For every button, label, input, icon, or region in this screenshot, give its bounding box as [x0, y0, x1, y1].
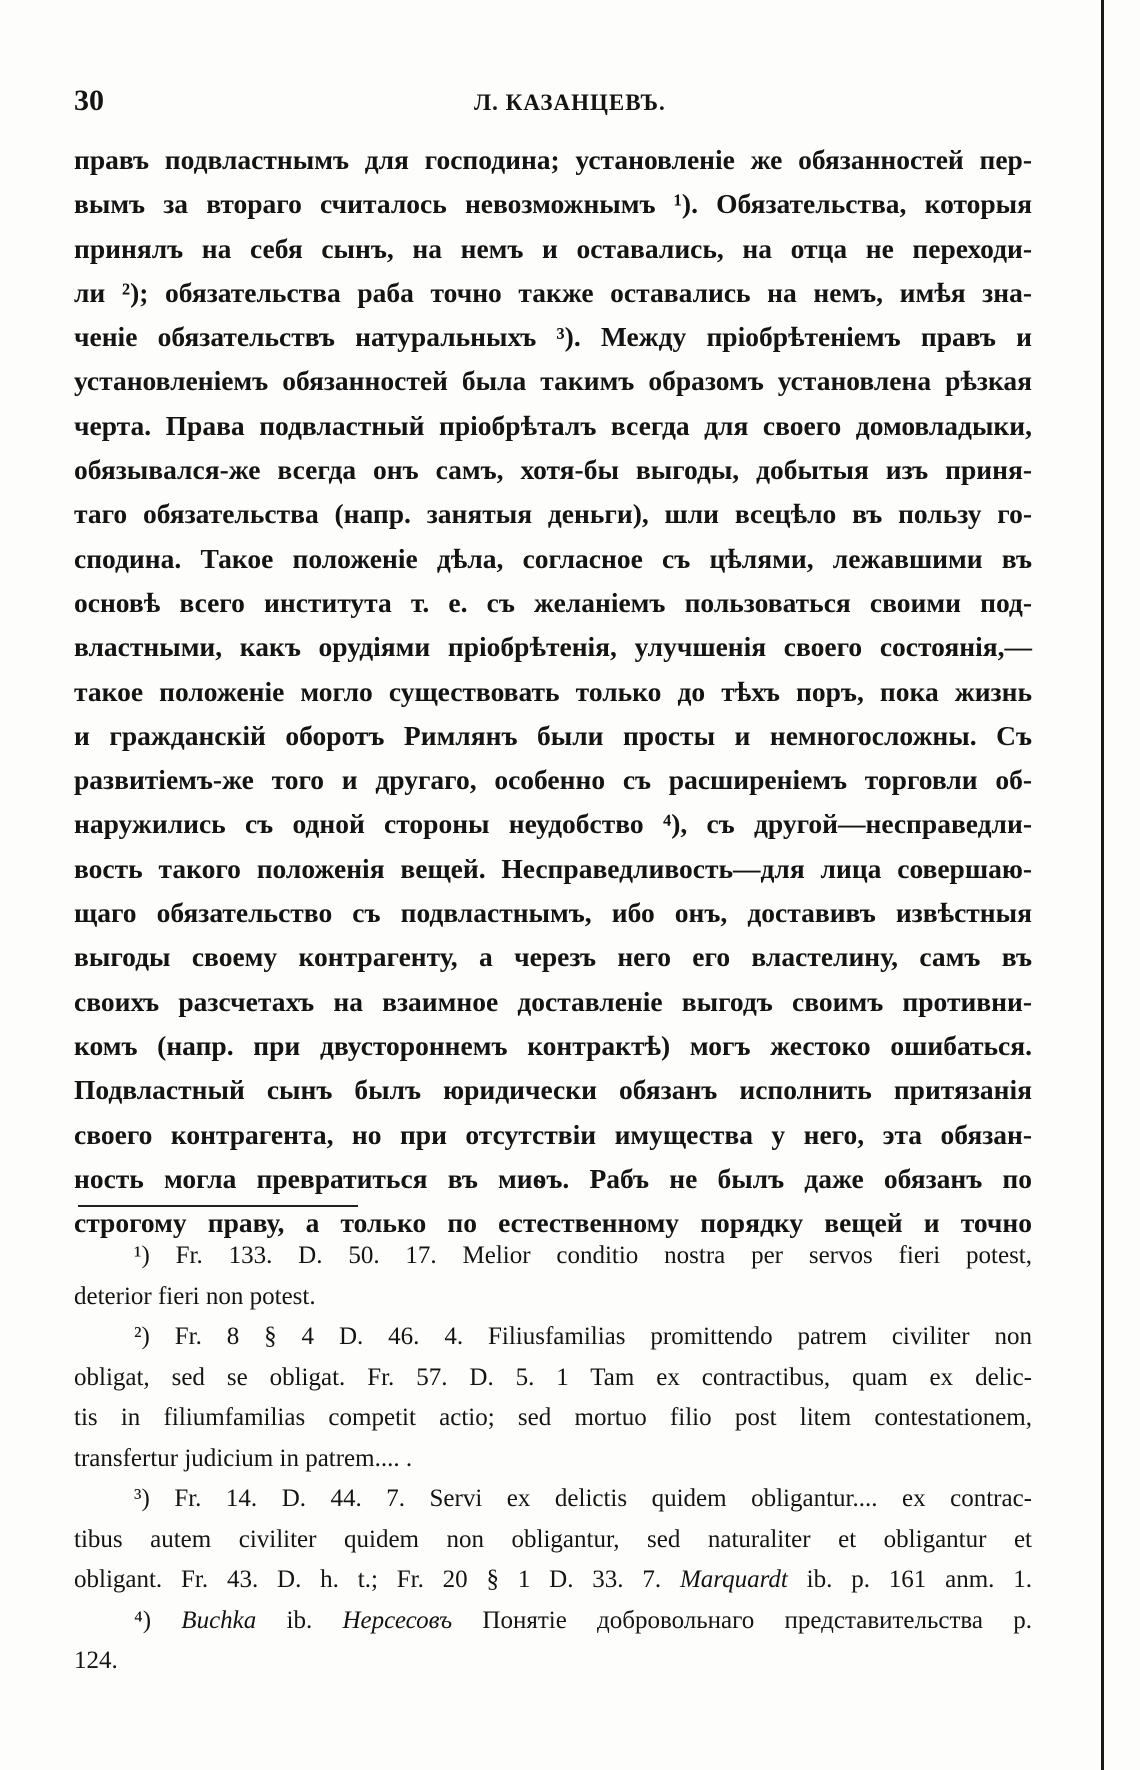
footnote-line: ¹) Fr. 133. D. 50. 17. Melior conditio nostra per servos fieri potest, [134, 1242, 1032, 1269]
footnote-3 [74, 1479, 1032, 1601]
footnote-text: ib. p. 161 anm. 1. [787, 1566, 1032, 1593]
body-line: вымъ за втораго считалось невозможнымъ ¹). Обязательства, которыя [74, 188, 1032, 220]
body-line: ли ²); обязательства раба точно также оставались на немъ, имѣя зна- [74, 276, 1032, 308]
footnote-line: transfertur judicium in patrem.... . [74, 1444, 413, 1472]
footnote-line [74, 1601, 1032, 1642]
body-line: щаго обязательство съ подвластнымъ, ибо онъ, доставивъ извѣстныя [74, 897, 1032, 929]
page-number: 30 [74, 84, 104, 117]
body-line: строгому праву, а только по естественному порядку вещей и точно [74, 1207, 1032, 1239]
body-line: такое положеніе могло существовать только до тѣхъ поръ, пока жизнь [74, 675, 1032, 707]
footnote-4 [74, 1601, 1032, 1682]
body-line: ченіе обязательствъ натуральныхъ ³). Между пріобрѣтеніемъ правъ и [74, 321, 1032, 353]
body-line: принялъ на себя сынъ, на немъ и оставались, на отца не переходи- [74, 232, 1032, 264]
body-line: своихъ разсчетахъ на взаимное доставленіе выгодъ своимъ противни- [74, 985, 1032, 1017]
footnote-divider [78, 1205, 358, 1207]
footnote-line: ²) Fr. 8 § 4 D. 46. 4. Filiusfamilias promittendo patrem civiliter non [134, 1323, 1032, 1350]
body-line: сподина. Такое положеніе дѣла, согласное съ цѣлями, лежавшими въ [74, 542, 1032, 574]
footnote-text: Понятіе добровольнаго представительства р. [452, 1606, 1032, 1634]
body-line: ность могла превратиться въ миѳъ. Рабъ не былъ даже обязанъ по [74, 1162, 1032, 1194]
body-line: черта. Права подвластный пріобрѣталъ всегда для своего домовладыки, [74, 409, 1032, 441]
body-line: выгоды своему контрагенту, а черезъ него его властелину, самъ въ [74, 941, 1032, 973]
body-line: Подвластный сынъ былъ юридически обязанъ исполнить притязанія [74, 1074, 1032, 1106]
body-line: вость такого положенія вещей. Несправедливость—для лица совершаю- [74, 852, 1032, 884]
footnote-author: Buchka [181, 1606, 257, 1634]
footnote-2 [74, 1317, 1032, 1479]
body-line: властными, какъ орудіями пріобрѣтенія, улучшенія своего состоянія,— [74, 631, 1032, 663]
body-line: и гражданскій оборотъ Римлянъ были просты и немногосложны. Съ [74, 719, 1032, 751]
body-text [74, 138, 1032, 1245]
page-header [74, 84, 1034, 124]
footnote-author: Marquardt [679, 1566, 788, 1593]
footnote-1 [74, 1236, 1032, 1317]
footnote-line: tibus autem civiliter quidem non obligantur, sed naturaliter et obligantur et [74, 1525, 1032, 1553]
body-line: своего контрагента, но при отсутствіи имущества у него, эта обязан- [74, 1118, 1032, 1150]
footnote-line: ³) Fr. 14. D. 44. 7. Servi ex delictis quidem obligantur.... ex contrac- [134, 1485, 1032, 1512]
footnote-line: deterior fieri non potest. [74, 1282, 316, 1310]
footnote-marker: ⁴) [134, 1606, 182, 1634]
footnote-line [74, 1560, 1032, 1601]
footnote-text: ib. [256, 1606, 343, 1634]
running-head: Л. КАЗАНЦЕВЪ. [474, 90, 666, 115]
body-line: наружились съ одной стороны неудобство ⁴), съ другой—несправедли- [74, 808, 1032, 840]
body-line: комъ (напр. при двустороннемъ контрактѣ) могъ жестоко ошибаться. [74, 1029, 1032, 1061]
footnote-text: obligant. Fr. 43. D. h. t.; Fr. 20 § 1 D. 33. 7. [74, 1566, 662, 1593]
body-line: обязывался-же всегда онъ самъ, хотя-бы выгоды, добытыя изъ приня- [74, 454, 1032, 486]
footnote-line: tis in filiumfamilias competit actio; sed mortuo filio post litem contestationem, [74, 1404, 1032, 1431]
footnote-author: Нерсесовъ [342, 1606, 453, 1634]
footnotes [74, 1236, 1032, 1682]
page-edge-shadow [1101, 0, 1104, 1770]
body-line: установленіемъ обязанностей была такимъ образомъ установлена рѣзкая [74, 365, 1032, 397]
body-line: таго обязательства (напр. занятыя деньги), шли всецѣло въ пользу го- [74, 498, 1032, 530]
footnote-line: obligat, sed se obligat. Fr. 57. D. 5. 1 Tam ex contractibus, quam ex delic- [74, 1363, 1032, 1391]
body-line: правъ подвластнымъ для господина; установленіе же обязанностей пер- [74, 144, 1032, 175]
footnote-line: 124. [74, 1647, 118, 1674]
body-line: развитіемъ-же того и другаго, особенно съ расширеніемъ торговли об- [74, 764, 1032, 796]
body-line: основѣ всего института т. е. съ желаніемъ пользоваться своими под- [74, 586, 1032, 618]
